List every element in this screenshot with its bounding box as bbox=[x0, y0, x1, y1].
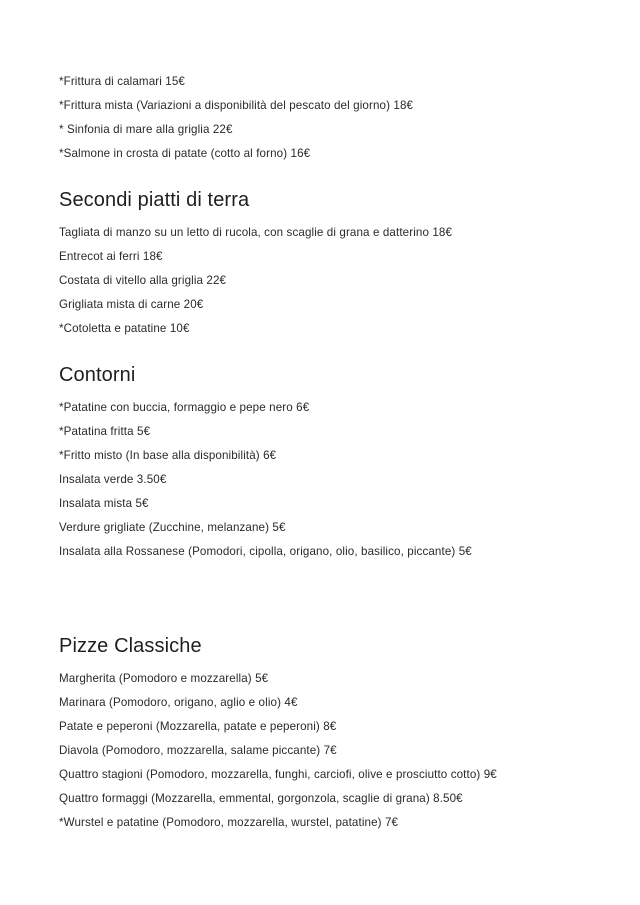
menu-item: Tagliata di manzo su un letto di rucola, con scaglie di grana e datterino 18€ bbox=[59, 226, 453, 239]
menu-section bbox=[59, 166, 585, 341]
section-heading: Secondi piatti di terra bbox=[59, 189, 250, 211]
menu-item: Verdure grigliate (Zucchine, melanzane) 5€ bbox=[59, 521, 286, 534]
menu-item: Quattro stagioni (Pomodoro, mozzarella, funghi, carciofi, olive e prosciutto cotto) 9€ bbox=[59, 768, 497, 781]
menu-item: *Wurstel e patatine (Pomodoro, mozzarella, wurstel, patatine) 7€ bbox=[59, 816, 399, 829]
menu-item: Insalata verde 3.50€ bbox=[59, 473, 167, 486]
menu-item: Marinara (Pomodoro, origano, aglio e olio) 4€ bbox=[59, 696, 298, 709]
continued-items-group bbox=[59, 70, 585, 166]
menu-item: Insalata alla Rossanese (Pomodori, cipolla, origano, olio, basilico, piccante) 5€ bbox=[59, 545, 472, 558]
menu-section bbox=[59, 564, 585, 835]
section-heading: Contorni bbox=[59, 364, 136, 386]
menu-item: * Sinfonia di mare alla griglia 22€ bbox=[59, 123, 233, 136]
menu-item: *Salmone in crosta di patate (cotto al forno) 16€ bbox=[59, 147, 311, 160]
menu-item: *Frittura mista (Variazioni a disponibilità del pescato del giorno) 18€ bbox=[59, 99, 414, 112]
menu-item: *Fritto misto (In base alla disponibilità) 6€ bbox=[59, 449, 277, 462]
menu-item: *Patatina fritta 5€ bbox=[59, 425, 151, 438]
menu-item: Margherita (Pomodoro e mozzarella) 5€ bbox=[59, 672, 269, 685]
menu-item: *Patatine con buccia, formaggio e pepe nero 6€ bbox=[59, 401, 310, 414]
menu-item: *Cotoletta e patatine 10€ bbox=[59, 322, 190, 335]
menu-item: Quattro formaggi (Mozzarella, emmental, gorgonzola, scaglie di grana) 8.50€ bbox=[59, 792, 463, 805]
menu-item: Diavola (Pomodoro, mozzarella, salame piccante) 7€ bbox=[59, 744, 337, 757]
menu-item: Patate e peperoni (Mozzarella, patate e peperoni) 8€ bbox=[59, 720, 337, 733]
menu-section bbox=[59, 341, 585, 564]
menu-item: Grigliata mista di carne 20€ bbox=[59, 298, 204, 311]
menu-item: Insalata mista 5€ bbox=[59, 497, 149, 510]
menu-item: Entrecot ai ferri 18€ bbox=[59, 250, 163, 263]
menu-item: Costata di vitello alla griglia 22€ bbox=[59, 274, 227, 287]
menu-item: *Frittura di calamari 15€ bbox=[59, 75, 185, 88]
section-heading: Pizze Classiche bbox=[59, 635, 202, 657]
menu-sections bbox=[59, 166, 585, 835]
